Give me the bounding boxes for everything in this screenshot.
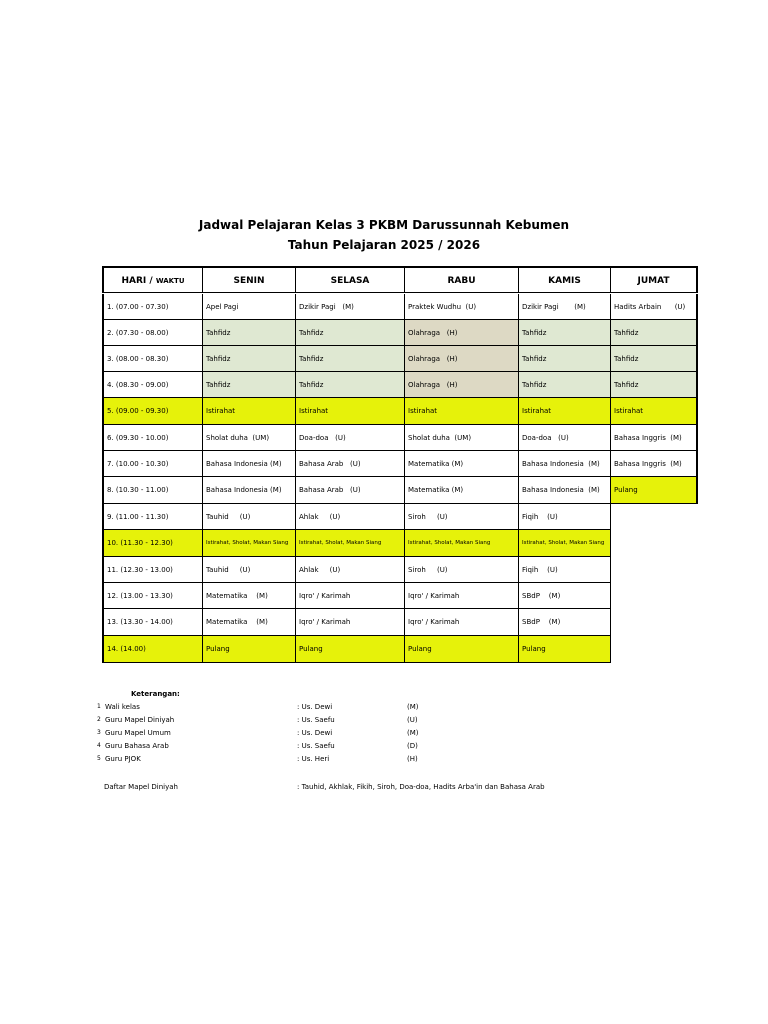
table-row [102, 346, 698, 372]
cell-kamis: Istirahat, Sholat, Makan Siang [519, 530, 611, 557]
cell-jumat: Tahfidz [611, 346, 698, 372]
diniyah-label: Daftar Mapel Diniyah [104, 783, 178, 791]
cell-senin: Tauhid (U) [203, 504, 296, 530]
cell-kamis: Dzikir Pagi (M) [519, 294, 611, 320]
cell-time: 10. (11.30 - 12.30) [102, 530, 203, 557]
legend-teacher: : Us. Dewi [297, 703, 333, 711]
table-row [102, 294, 698, 320]
cell-rabu: Istirahat [405, 398, 519, 425]
cell-selasa: Tahfidz [296, 320, 405, 346]
cell-jumat [611, 583, 698, 609]
legend-role: Guru Bahasa Arab [105, 742, 169, 750]
legend-role: Wali kelas [105, 703, 140, 711]
cell-selasa: Iqro' / Karimah [296, 609, 405, 636]
cell-selasa: Bahasa Arab (U) [296, 451, 405, 477]
header-jumat: JUMAT [611, 266, 698, 293]
table-row [102, 451, 698, 477]
cell-selasa: Ahlak (U) [296, 504, 405, 530]
cell-kamis: Tahfidz [519, 346, 611, 372]
cell-jumat [611, 530, 698, 557]
cell-rabu: Matematika (M) [405, 477, 519, 504]
cell-rabu: Iqro' / Karimah [405, 609, 519, 636]
legend-code: (H) [407, 755, 418, 763]
cell-selasa: Pulang [296, 636, 405, 663]
cell-time: 1. (07.00 - 07.30) [102, 294, 203, 320]
header-kamis: KAMIS [519, 266, 611, 293]
cell-time: 6. (09.30 - 10.00) [102, 425, 203, 451]
legend-role: Guru Mapel Umum [105, 729, 171, 737]
cell-time: 5. (09.00 - 09.30) [102, 398, 203, 425]
cell-time: 9. (11.00 - 11.30) [102, 504, 203, 530]
cell-time: 8. (10.30 - 11.00) [102, 477, 203, 504]
header-senin: SENIN [203, 266, 296, 293]
cell-selasa: Tahfidz [296, 346, 405, 372]
cell-selasa: Tahfidz [296, 372, 405, 398]
table-row [102, 557, 698, 583]
header-time-label: WAKTU [155, 277, 185, 285]
cell-jumat: Istirahat [611, 398, 698, 425]
legend-teacher: : Us. Saefu [297, 716, 335, 724]
diniyah-value: : Tauhid, Akhlak, Fikih, Siroh, Doa-doa, Hadits Arba'in dan Bahasa Arab [297, 783, 545, 791]
cell-kamis: Istirahat [519, 398, 611, 425]
cell-rabu: Pulang [405, 636, 519, 663]
legend-teacher: : Us. Heri [297, 755, 330, 763]
legend-number: 1 [97, 703, 101, 710]
cell-senin: Sholat duha (UM) [203, 425, 296, 451]
cell-rabu: Olahraga (H) [405, 372, 519, 398]
cell-jumat: Tahfidz [611, 372, 698, 398]
cell-rabu: Matematika (M) [405, 451, 519, 477]
legend-code: (U) [407, 716, 418, 724]
cell-rabu: Praktek Wudhu (U) [405, 294, 519, 320]
cell-rabu: Olahraga (H) [405, 320, 519, 346]
cell-selasa: Ahlak (U) [296, 557, 405, 583]
cell-time: 3. (08.00 - 08.30) [102, 346, 203, 372]
cell-time: 12. (13.00 - 13.30) [102, 583, 203, 609]
table-row [102, 609, 698, 636]
legend-code: (M) [407, 729, 419, 737]
table-header-row [102, 266, 698, 293]
cell-selasa: Doa-doa (U) [296, 425, 405, 451]
cell-time: 11. (12.30 - 13.00) [102, 557, 203, 583]
cell-senin: Tauhid (U) [203, 557, 296, 583]
legend-number: 5 [97, 755, 101, 762]
header-day-time [102, 266, 203, 293]
cell-kamis: SBdP (M) [519, 609, 611, 636]
legend-number: 4 [97, 742, 101, 749]
cell-jumat: Pulang [611, 477, 698, 504]
cell-senin: Bahasa Indonesia (M) [203, 477, 296, 504]
cell-jumat [611, 636, 698, 663]
cell-time: 13. (13.30 - 14.00) [102, 609, 203, 636]
header-rabu: RABU [405, 266, 519, 293]
cell-jumat [611, 557, 698, 583]
table-row [102, 636, 698, 663]
header-selasa: SELASA [296, 266, 405, 293]
cell-senin: Matematika (M) [203, 609, 296, 636]
table-row [102, 398, 698, 425]
legend-code: (M) [407, 703, 419, 711]
cell-jumat [611, 609, 698, 636]
cell-kamis: Bahasa Indonesia (M) [519, 451, 611, 477]
schedule-subtitle: Tahun Pelajaran 2025 / 2026 [287, 238, 481, 252]
legend-number: 2 [97, 716, 101, 723]
cell-rabu: Olahraga (H) [405, 346, 519, 372]
schedule-title: Jadwal Pelajaran Kelas 3 PKBM Darussunnah Kebumen [198, 218, 570, 232]
table-row [102, 530, 698, 557]
cell-time: 14. (14.00) [102, 636, 203, 663]
cell-jumat: Hadits Arbain (U) [611, 294, 698, 320]
cell-rabu: Istirahat, Sholat, Makan Siang [405, 530, 519, 557]
cell-time: 2. (07.30 - 08.00) [102, 320, 203, 346]
legend-role: Guru Mapel Diniyah [105, 716, 175, 724]
table-row [102, 504, 698, 530]
cell-senin: Pulang [203, 636, 296, 663]
cell-rabu: Siroh (U) [405, 504, 519, 530]
cell-jumat: Bahasa Inggris (M) [611, 451, 698, 477]
cell-senin: Tahfidz [203, 346, 296, 372]
cell-kamis: Doa-doa (U) [519, 425, 611, 451]
legend-number: 3 [97, 729, 101, 736]
cell-senin: Tahfidz [203, 320, 296, 346]
cell-senin: Istirahat [203, 398, 296, 425]
header-day-label: HARI / [121, 276, 156, 286]
cell-senin: Tahfidz [203, 372, 296, 398]
cell-rabu: Siroh (U) [405, 557, 519, 583]
cell-jumat [611, 504, 698, 530]
cell-kamis: Tahfidz [519, 372, 611, 398]
legend-teacher: : Us. Saefu [297, 742, 335, 750]
cell-senin: Apel Pagi [203, 294, 296, 320]
legend-title: Keterangan: [131, 690, 180, 698]
cell-selasa: Bahasa Arab (U) [296, 477, 405, 504]
cell-rabu: Iqro' / Karimah [405, 583, 519, 609]
cell-senin: Matematika (M) [203, 583, 296, 609]
cell-kamis: Tahfidz [519, 320, 611, 346]
cell-jumat: Bahasa Inggris (M) [611, 425, 698, 451]
table-row [102, 425, 698, 451]
cell-kamis: Bahasa Indonesia (M) [519, 477, 611, 504]
table-row [102, 477, 698, 504]
cell-senin: Istirahat, Sholat, Makan Siang [203, 530, 296, 557]
table-row [102, 372, 698, 398]
cell-time: 4. (08.30 - 09.00) [102, 372, 203, 398]
legend-teacher: : Us. Dewi [297, 729, 333, 737]
cell-selasa: Iqro' / Karimah [296, 583, 405, 609]
cell-kamis: Pulang [519, 636, 611, 663]
cell-jumat: Tahfidz [611, 320, 698, 346]
cell-selasa: Istirahat, Sholat, Makan Siang [296, 530, 405, 557]
cell-time: 7. (10.00 - 10.30) [102, 451, 203, 477]
table-row [102, 320, 698, 346]
cell-kamis: Fiqih (U) [519, 504, 611, 530]
cell-kamis: SBdP (M) [519, 583, 611, 609]
cell-kamis: Fiqih (U) [519, 557, 611, 583]
table-row [102, 583, 698, 609]
legend-role: Guru PJOK [105, 755, 141, 763]
cell-rabu: Sholat duha (UM) [405, 425, 519, 451]
cell-selasa: Istirahat [296, 398, 405, 425]
cell-selasa: Dzikir Pagi (M) [296, 294, 405, 320]
legend-code: (D) [407, 742, 418, 750]
cell-senin: Bahasa Indonesia (M) [203, 451, 296, 477]
